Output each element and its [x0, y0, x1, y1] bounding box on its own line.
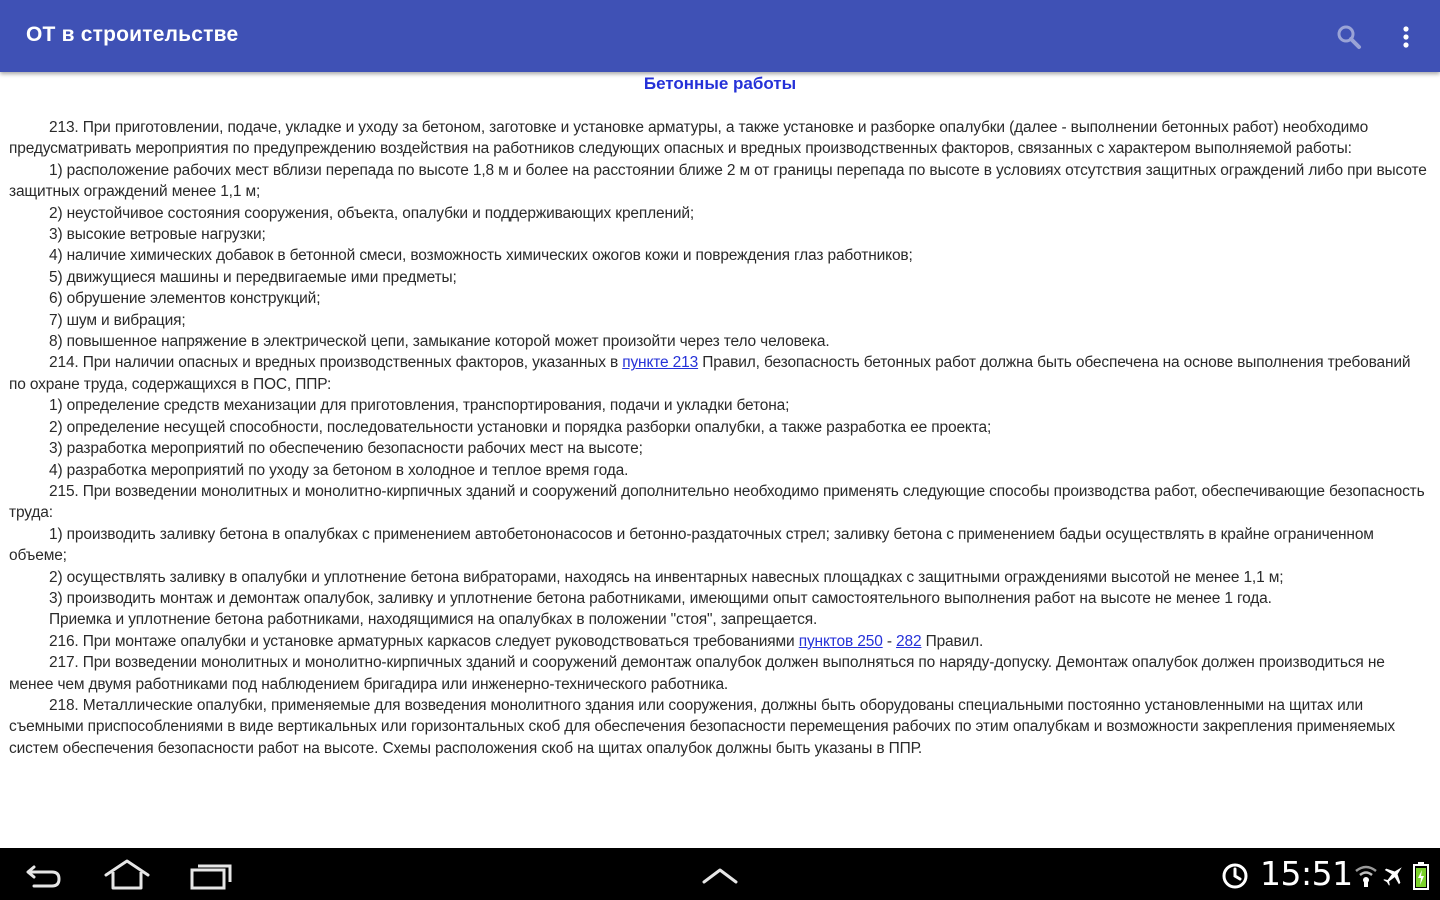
document-paragraph [9, 481, 1429, 524]
document-paragraph [9, 245, 1429, 266]
airplane-mode-icon [1382, 862, 1406, 888]
paragraph-text: Правил, безопасность бетонных работ должна быть обеспечена на основе выполнения требований по охране труда, содержащихся в ПОС, ППР: [9, 354, 1411, 393]
document-paragraph [9, 695, 1429, 759]
paragraph-text: 8) повышенное напряжение в электрической цепи, замыкание которой может произойти через тело человека. [49, 333, 830, 351]
paragraph-text: 2) неустойчивое состояния сооружения, объекта, опалубки и поддерживающих креплений; [49, 204, 695, 222]
document-paragraph [9, 609, 1429, 630]
back-icon [22, 858, 66, 892]
show-more-button[interactable] [700, 858, 740, 892]
wifi-icon [1354, 862, 1378, 888]
document-paragraph [9, 160, 1429, 203]
document-paragraph [9, 438, 1429, 459]
back-button[interactable] [22, 858, 66, 892]
paragraph-text: 2) осуществлять заливку в опалубки и уплотнение бетона вибраторами, находясь на инвентарных навесных площадках с защитными ограждениями высотой не менее 1,1 м; [49, 568, 1284, 586]
document-paragraph [9, 460, 1429, 481]
document-cross-reference-link[interactable]: пунктов 250 [798, 632, 883, 650]
paragraph-text: 1) производить заливку бетона в опалубках с применением автобетононасосов и бетонно-раздаточных стрел; заливку бетона с применением бадьи осуществлять в крайне ограниченном объеме; [9, 525, 1374, 565]
paragraph-text: 4) наличие химических добавок в бетонной смеси, возможность химических ожогов кожи и повреждения глаз работников; [49, 247, 913, 265]
status-clock: 15:51 [1260, 854, 1353, 893]
document-paragraph [9, 310, 1429, 331]
document-paragraph [9, 117, 1429, 160]
document-paragraph [9, 331, 1429, 352]
system-navigation-bar [0, 848, 1440, 900]
paragraph-text: 7) шум и вибрация; [49, 311, 186, 329]
paragraph-text: 3) производить монтаж и демонтаж опалубок, заливку и уплотнение бетона работниками, имеющими опыт самостоятельного выполнения работ на высоте не менее 1 года. [49, 589, 1272, 607]
paragraph-text: 213. При приготовлении, подаче, укладке и уходу за бетоном, заготовке и установке арматуры, а также установке и разборке опалубки (далее - выполнении бетонных работ) необходимо предусматривать мероприятия по предупреждению воздействия на работников следующих опасных и вредных производственных факторов, связанных с характером выполняемой работы: [9, 119, 1369, 158]
document-paragraph [9, 567, 1429, 588]
sync-clock-icon [1220, 862, 1250, 890]
paragraph-text: 1) определение средств механизации для приготовления, транспортирования, подачи и укладки бетона; [49, 397, 790, 415]
recent-apps-icon [188, 858, 234, 892]
paragraph-text: 4) разработка мероприятий по уходу за бетоном в холодное и теплое время года. [49, 461, 629, 479]
recent-apps-button[interactable] [188, 858, 234, 892]
more-vert-icon [1394, 22, 1418, 52]
paragraph-text: 217. При возведении монолитных и монолитно-кирпичных зданий и сооружений демонтаж опалубок должен выполняться по наряду-допуску. Демонтаж опалубок должен производиться не менее чем двумя работниками под наблюдением бригадира или инженерно-технического работника. [9, 654, 1385, 693]
document-paragraph [9, 224, 1429, 245]
document-paragraph [9, 524, 1429, 567]
paragraph-text: 215. При возведении монолитных и монолитно-кирпичных зданий и сооружений дополнительно необходимо применять следующие способы производства работ, обеспечивающие безопасность труда: [9, 482, 1425, 522]
search-icon [1334, 22, 1364, 52]
document-cross-reference-link[interactable]: 282 [896, 632, 922, 650]
document-paragraph [9, 417, 1429, 438]
app-title: ОТ в строительстве [26, 23, 239, 46]
overflow-menu-button[interactable] [1394, 22, 1418, 52]
battery-icon [1412, 862, 1430, 890]
paragraph-text: Правил. [921, 632, 984, 650]
search-button[interactable] [1334, 22, 1364, 52]
paragraph-text: 6) обрушение элементов конструкций; [49, 290, 321, 308]
document-cross-reference-link[interactable]: пункте 213 [622, 354, 699, 372]
paragraph-text: 1) расположение рабочих мест вблизи перепада по высоте 1,8 м и более на расстоянии ближе 2 м от границы перепада по высоте в условиях отсутствия защитных ограждений либо при высоте защитных ограждений менее 1,1 м; [9, 161, 1427, 201]
chevron-up-icon [700, 858, 740, 892]
document-view[interactable] [0, 72, 1440, 848]
app-bar [0, 0, 1440, 72]
paragraph-text: 2) определение несущей способности, последовательности установки и порядка разборки опалубки, а также разработка ее проекта; [49, 418, 992, 436]
paragraph-text: Приемка и уплотнение бетона работниками, находящимися на опалубках в положении "стоя", запрещается. [49, 611, 818, 629]
document-paragraph [9, 652, 1429, 695]
document-paragraph [9, 288, 1429, 309]
paragraph-text: 214. При наличии опасных и вредных производственных факторов, указанных в [49, 354, 623, 372]
document-paragraph [9, 588, 1429, 609]
document-paragraph [9, 203, 1429, 224]
home-icon [102, 858, 152, 892]
document-paragraph [9, 352, 1429, 395]
paragraph-text: 218. Металлические опалубки, применяемые для возведения монолитного здания или сооружения, должны быть оборудованы специальными постоянно установленными на щитах или съемными приспособлениями в виде вертикальных или горизонтальных скоб для обеспечения безопасности перемещения рабочих по этим опалубкам и возможности закрепления применяемых систем обеспечения безопасности работ на высоте. Схемы расположения скоб на щитах опалубок должны быть указаны в ППР. [9, 696, 1396, 757]
document-body [9, 117, 1429, 759]
document-paragraph [9, 395, 1429, 416]
paragraph-text: 3) разработка мероприятий по обеспечению безопасности рабочих мест на высоте; [49, 440, 643, 458]
home-button[interactable] [102, 858, 152, 892]
paragraph-text: 3) высокие ветровые нагрузки; [49, 226, 266, 244]
document-paragraph [9, 267, 1429, 288]
paragraph-text: 216. При монтаже опалубки и установке арматурных каркасов следует руководствоваться требованиями [49, 632, 799, 650]
document-title: Бетонные работы [643, 74, 797, 93]
paragraph-text: 5) движущиеся машины и передвигаемые ими предметы; [49, 268, 457, 286]
document-paragraph [9, 631, 1429, 652]
paragraph-text: - [882, 632, 897, 650]
